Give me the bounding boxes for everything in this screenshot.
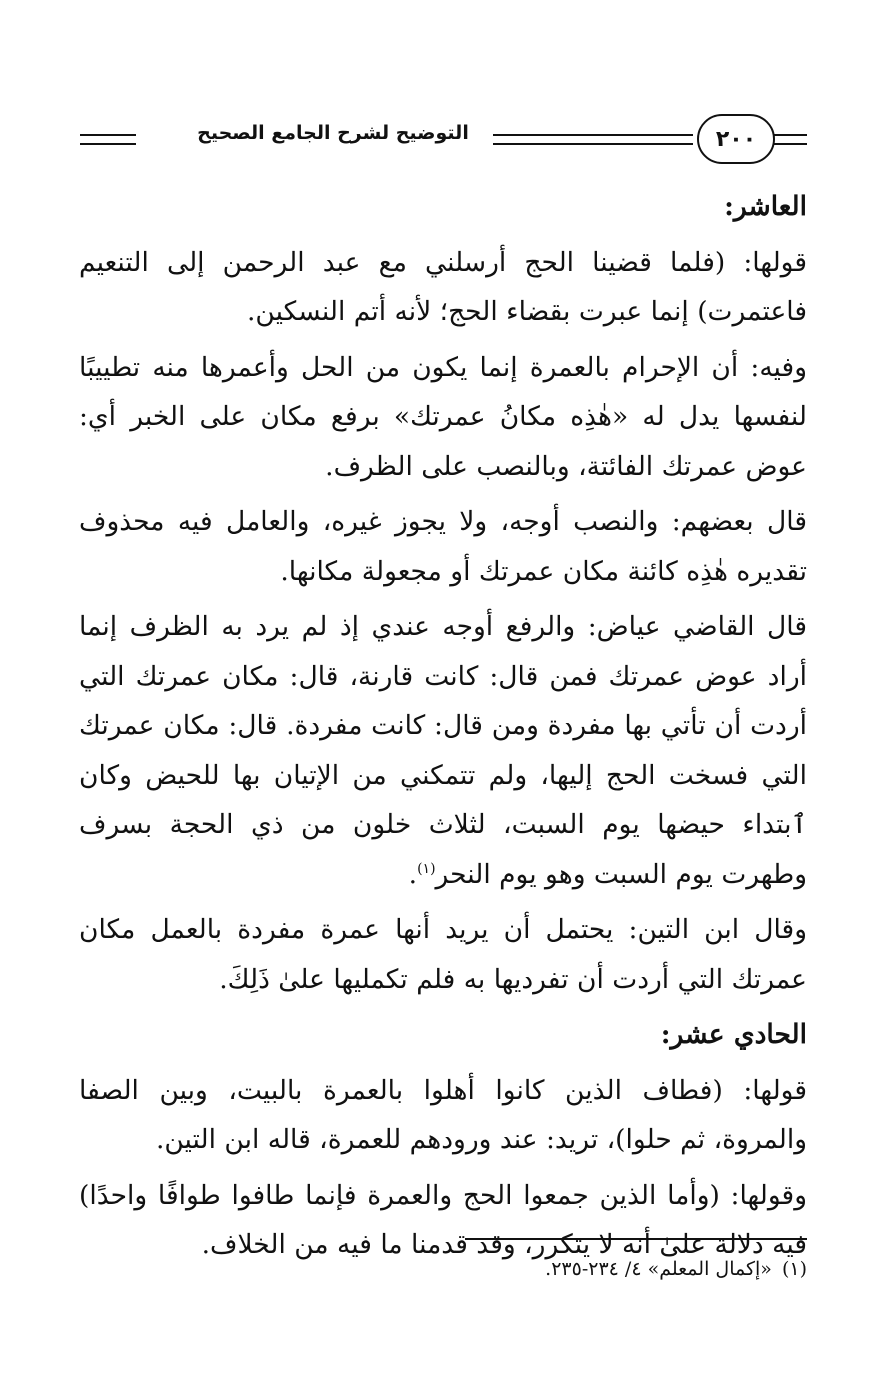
page-number: ٢٠٠	[697, 114, 775, 164]
section-heading-eleventh: الحادي عشر:	[660, 1019, 807, 1050]
footnote-marker: (١)	[781, 1258, 807, 1280]
paragraph: وقولها: (وأما الذين جمعوا الحج والعمرة فإنما طافوا طوافًا واحدًا) فيه دلالة علىٰ أنه لا يتكرر، وقد قدمنا ما فيه من الخلاف.	[79, 1179, 807, 1260]
paragraph: قال بعضهم: والنصب أوجه، ولا يجوز غيره، والعامل فيه محذوف تقديره هٰذِه كائنة مكان عمرتك أو مجعولة مكانها.	[79, 506, 807, 587]
header-rule-right	[771, 134, 807, 145]
running-title: التوضيح لشرح الجامع الصحيح	[197, 122, 469, 144]
paragraph: وفيه: أن الإحرام بالعمرة إنما يكون من الحل وأعمرها منه تطييبًا لنفسها يدل له «هٰذِه مكانُ عمرتك» برفع مكان على الخبر أي: عوض عمرتك الفائتة، وبالنصب على الظرف.	[79, 351, 807, 482]
paragraph	[79, 602, 807, 899]
paragraph: قولها: (فطاف الذين كانوا أهلوا بالعمرة بالبيت، وبين الصفا والمروة، ثم حلوا)، تريد: عند ورودهم للعمرة، قاله ابن التين.	[79, 1074, 807, 1155]
section-heading-tenth: العاشر:	[724, 191, 807, 222]
paragraph: وقال ابن التين: يحتمل أن يريد أنها عمرة مفردة بالعمل مكان عمرتك التي أردت أن تفرديها به فلم تكمليها علىٰ ذَلِكَ.	[79, 914, 807, 995]
footnote-text: «إكمال المعلم» ٤/ ٢٣٤-٢٣٥.	[545, 1258, 772, 1280]
footnote-reference[interactable]: (١)	[417, 860, 436, 877]
header-rule-middle	[493, 134, 693, 145]
footnote-divider	[465, 1238, 807, 1240]
paragraph-end: .	[408, 858, 418, 890]
header-rule-left	[80, 134, 136, 145]
footnote	[79, 1254, 807, 1284]
main-text	[79, 182, 807, 1276]
paragraph-text: قال القاضي عياض: والرفع أوجه عندي إذ لم يرد به الظرف إنما أراد عوض عمرتك فمن قال: كانت قارنة، قال: مكان عمرتك التي أردت أن تأتي بها مفردة ومن قال: كانت مفردة. قال: مكان عمرتك التي فسخت الحج إليها، ولم تتمكني من الإتيان بها للحيض وكان ٱبتداء حيضها يوم السبت، لثلاث خلون من ذي الحجة بسرف وطهرت يوم السبت وهو يوم النحر	[79, 611, 807, 890]
page-header	[80, 112, 807, 168]
paragraph: قولها: (فلما قضينا الحج أرسلني مع عبد الرحمن إلى التنعيم فاعتمرت) إنما عبرت بقضاء الحج؛ لأنه أتم النسكين.	[79, 246, 807, 327]
